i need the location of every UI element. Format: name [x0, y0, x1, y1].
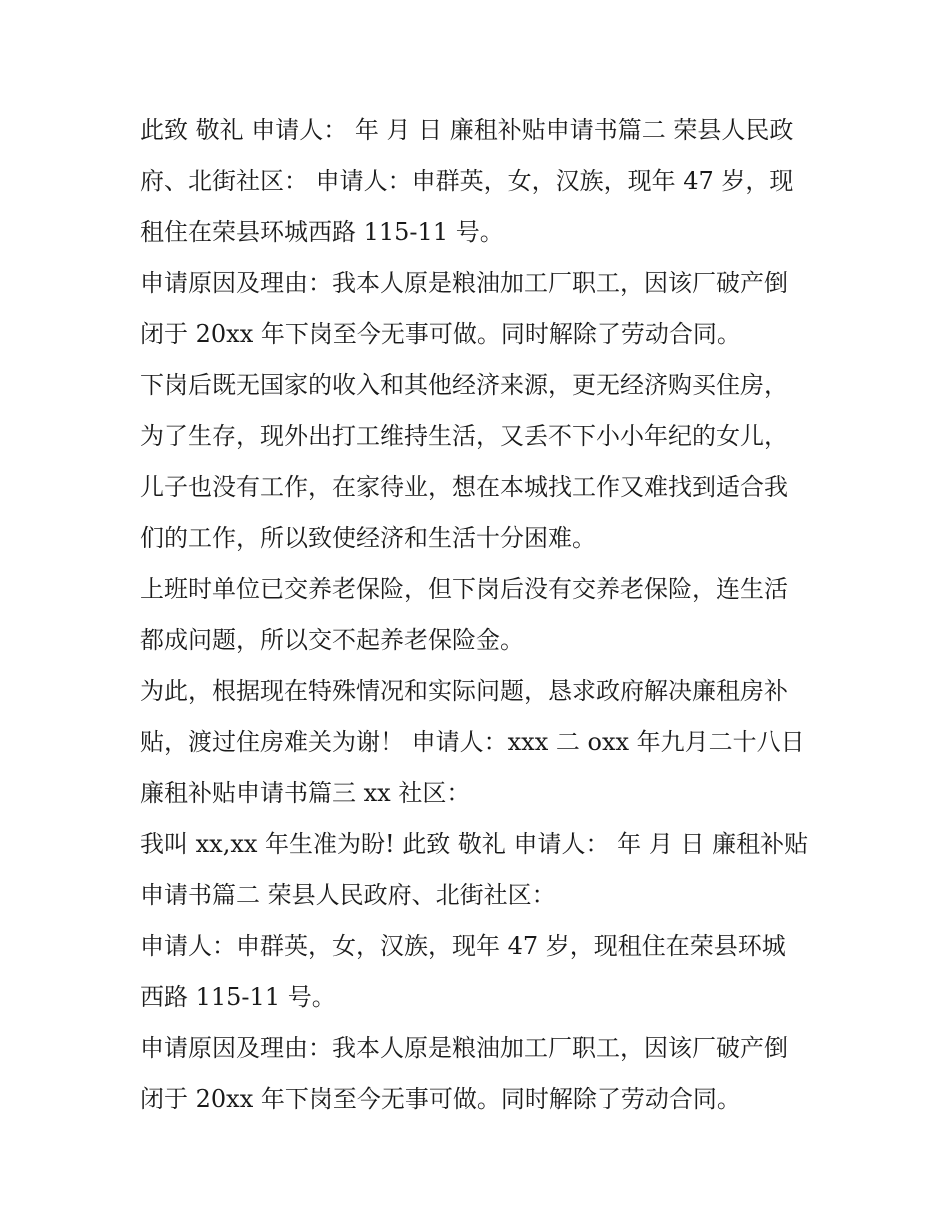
text-line: 申请书篇二 荣县人民政府、北街社区：: [140, 881, 556, 909]
paragraph-5: [140, 666, 820, 819]
paragraph-1: [140, 105, 820, 258]
paragraph-7: [140, 921, 820, 1023]
text-line: 贴，渡过住房难关为谢！ 申请人：xxx 二 oxx 年九月二十八日: [140, 728, 805, 756]
text-line: 府、北街社区： 申请人：申群英，女，汉族，现年 47 岁，现: [140, 167, 794, 195]
text-line: 申请原因及理由：我本人原是粮油加工厂职工，因该厂破产倒: [140, 269, 788, 297]
text-line: 闭于 20xx 年下岗至今无事可做。同时解除了劳动合同。: [140, 320, 741, 348]
paragraph-3: [140, 360, 820, 564]
text-line: 此致 敬礼 申请人： 年 月 日 廉租补贴申请书篇二 荣县人民政: [140, 116, 794, 144]
text-line: 申请原因及理由：我本人原是粮油加工厂职工，因该厂破产倒: [140, 1034, 788, 1062]
text-line: 我叫 xx,xx 年生准为盼! 此致 敬礼 申请人： 年 月 日 廉租补贴: [140, 830, 809, 858]
text-line: 申请人：申群英，女，汉族，现年 47 岁，现租住在荣县环城: [140, 932, 786, 960]
text-line: 廉租补贴申请书篇三 xx 社区：: [140, 779, 471, 807]
text-line: 们的工作，所以致使经济和生活十分困难。: [140, 524, 596, 552]
text-line: 租住在荣县环城西路 115-11 号。: [140, 218, 504, 246]
text-line: 上班时单位已交养老保险，但下岗后没有交养老保险，连生活: [140, 575, 788, 603]
text-line: 闭于 20xx 年下岗至今无事可做。同时解除了劳动合同。: [140, 1085, 741, 1113]
paragraph-2: [140, 258, 820, 360]
text-line: 西路 115-11 号。: [140, 983, 336, 1011]
text-line: 为此，根据现在特殊情况和实际问题，恳求政府解决廉租房补: [140, 677, 788, 705]
paragraph-6: [140, 819, 820, 921]
text-line: 为了生存，现外出打工维持生活，又丢不下小小年纪的女儿，: [140, 422, 788, 450]
document-body: [140, 105, 820, 1125]
text-line: 都成问题，所以交不起养老保险金。: [140, 626, 524, 654]
paragraph-8: [140, 1023, 820, 1125]
text-line: 下岗后既无国家的收入和其他经济来源，更无经济购买住房，: [140, 371, 788, 399]
text-line: 儿子也没有工作，在家待业，想在本城找工作又难找到适合我: [140, 473, 788, 501]
paragraph-4: [140, 564, 820, 666]
